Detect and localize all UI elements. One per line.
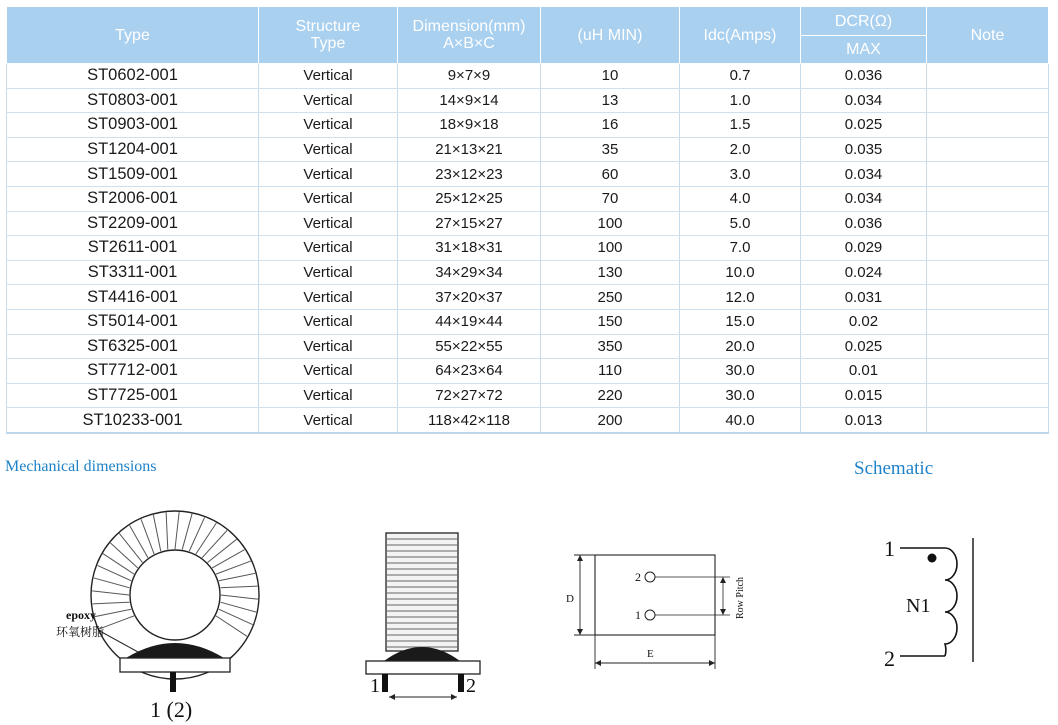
cell-type: ST2611-001: [7, 236, 259, 261]
cell-dimension: 34×29×34: [398, 260, 541, 285]
cell-structure: Vertical: [259, 186, 398, 211]
cell-structure: Vertical: [259, 383, 398, 408]
cell-idc: 15.0: [680, 309, 801, 334]
winding-turn: [110, 543, 137, 568]
cell-note: [927, 113, 1049, 138]
cell-type: ST4416-001: [7, 285, 259, 310]
cell-uh: 70: [541, 186, 680, 211]
epoxy-label-cn: 环氧树脂: [56, 625, 105, 639]
winding-turn: [92, 591, 129, 595]
cell-type: ST1509-001: [7, 162, 259, 187]
side-pin-right-label: 2: [466, 675, 476, 697]
cell-note: [927, 408, 1049, 433]
footprint-pin-2: [645, 572, 655, 582]
col-header-structure-line2: Type: [310, 35, 346, 52]
polarity-dot: [928, 554, 937, 563]
table-row: [7, 162, 1049, 187]
winding-turn: [94, 578, 130, 588]
cell-idc: 20.0: [680, 334, 801, 359]
winding-turn: [208, 539, 237, 562]
cell-note: [927, 334, 1049, 359]
toroid-drawing: [40, 490, 300, 720]
cell-idc: 3.0: [680, 162, 801, 187]
winding-turn: [202, 530, 227, 557]
schematic-pin-1-label: 1: [884, 536, 895, 561]
side-view-drawing: [362, 525, 502, 725]
cell-type: ST2006-001: [7, 186, 259, 211]
table-body: [7, 64, 1049, 433]
toroid-pin-label: 1 (2): [150, 697, 193, 722]
cell-dimension: 55×22×55: [398, 334, 541, 359]
winding-turn: [95, 609, 131, 616]
cell-dimension: 18×9×18: [398, 113, 541, 138]
cell-note: [927, 260, 1049, 285]
cell-structure: Vertical: [259, 162, 398, 187]
winding-turn: [219, 573, 255, 580]
table-row: [7, 334, 1049, 359]
table-row: [7, 236, 1049, 261]
cell-dcr: 0.034: [801, 186, 927, 211]
winding-label: N1: [906, 595, 931, 617]
winding-turn: [153, 515, 160, 551]
table-row: [7, 285, 1049, 310]
cell-note: [927, 211, 1049, 236]
cell-idc: 2.0: [680, 137, 801, 162]
table-row: [7, 260, 1049, 285]
footprint-drawing: [560, 545, 746, 675]
cell-type: ST7712-001: [7, 359, 259, 384]
table-row: [7, 211, 1049, 236]
cell-note: [927, 64, 1049, 89]
winding-turn: [220, 586, 257, 588]
col-header-dimension: [398, 7, 541, 64]
schematic-drawing: [880, 528, 1000, 678]
cell-uh: 150: [541, 309, 680, 334]
cell-note: [927, 186, 1049, 211]
footprint-pin-1-label: 1: [635, 608, 641, 622]
winding-turn: [182, 514, 192, 550]
cell-dcr: 0.024: [801, 260, 927, 285]
cell-uh: 220: [541, 383, 680, 408]
footprint-outline: [595, 555, 715, 635]
cell-idc: 12.0: [680, 285, 801, 310]
cell-uh: 110: [541, 359, 680, 384]
cell-dcr: 0.029: [801, 236, 927, 261]
pitch-arrow-bottom: [720, 609, 726, 615]
toroid-pin: [170, 672, 176, 692]
cell-uh: 200: [541, 408, 680, 433]
row-pitch-label: Row Pitch: [735, 577, 746, 619]
winding-turn: [97, 565, 131, 580]
cell-idc: 10.0: [680, 260, 801, 285]
table-row: [7, 359, 1049, 384]
cell-dcr: 0.035: [801, 137, 927, 162]
cell-note: [927, 162, 1049, 187]
cell-uh: 10: [541, 64, 680, 89]
base-plate: [120, 658, 230, 672]
winding-turn: [189, 517, 204, 551]
winding-turn: [119, 533, 142, 562]
cell-note: [927, 309, 1049, 334]
cell-dimension: 23×12×23: [398, 162, 541, 187]
cell-type: ST5014-001: [7, 309, 259, 334]
cell-type: ST6325-001: [7, 334, 259, 359]
cell-dcr: 0.015: [801, 383, 927, 408]
table-row: [7, 186, 1049, 211]
dim-d-label: D: [566, 593, 574, 605]
cell-structure: Vertical: [259, 359, 398, 384]
cell-idc: 4.0: [680, 186, 801, 211]
side-pin-left: [382, 674, 388, 692]
mechanical-dimensions-title: Mechanical dimensions: [5, 458, 157, 475]
epoxy-base: [126, 643, 224, 658]
cell-note: [927, 285, 1049, 310]
cell-dcr: 0.02: [801, 309, 927, 334]
cell-structure: Vertical: [259, 113, 398, 138]
cell-type: ST0602-001: [7, 64, 259, 89]
footprint-pin-2-label: 2: [635, 570, 641, 584]
cell-dcr: 0.034: [801, 88, 927, 113]
dim-e-label: E: [647, 648, 654, 660]
cell-dimension: 37×20×37: [398, 285, 541, 310]
winding-turn: [99, 616, 134, 629]
spec-table: [6, 6, 1049, 434]
col-header-dcr-max: MAX: [801, 36, 927, 64]
cell-dcr: 0.034: [801, 162, 927, 187]
cell-dcr: 0.031: [801, 285, 927, 310]
cell-type: ST10233-001: [7, 408, 259, 433]
table-row: [7, 383, 1049, 408]
col-header-structure: [259, 7, 398, 64]
table-row: [7, 64, 1049, 89]
cell-idc: 1.0: [680, 88, 801, 113]
side-pin-right: [458, 674, 464, 692]
header-row: [7, 7, 1049, 36]
footprint-pin-1: [645, 610, 655, 620]
table-row: [7, 309, 1049, 334]
cell-structure: Vertical: [259, 260, 398, 285]
col-header-dimension-line1: Dimension(mm): [412, 18, 526, 35]
winding-turn: [219, 609, 253, 624]
col-header-uh: (uH MIN): [541, 7, 680, 64]
cell-dcr: 0.036: [801, 211, 927, 236]
cell-idc: 0.7: [680, 64, 801, 89]
side-pin-left-label: 1: [370, 675, 380, 697]
cell-structure: Vertical: [259, 285, 398, 310]
cell-uh: 35: [541, 137, 680, 162]
cell-structure: Vertical: [259, 309, 398, 334]
side-base-plate: [366, 661, 480, 674]
cell-dimension: 31×18×31: [398, 236, 541, 261]
dim-d-arrow-bottom: [577, 629, 583, 635]
table-row: [7, 88, 1049, 113]
winding-turn: [216, 616, 247, 636]
cell-dimension: 44×19×44: [398, 309, 541, 334]
cell-dimension: 72×27×72: [398, 383, 541, 408]
cell-uh: 130: [541, 260, 680, 285]
schematic-pin-2-label: 2: [884, 646, 895, 671]
cell-dimension: 9×7×9: [398, 64, 541, 89]
cell-type: ST0903-001: [7, 113, 259, 138]
cell-uh: 16: [541, 113, 680, 138]
winding-turn: [92, 602, 129, 604]
cell-idc: 30.0: [680, 383, 801, 408]
cell-idc: 1.5: [680, 113, 801, 138]
table-row: [7, 137, 1049, 162]
col-header-type: Type: [7, 7, 259, 64]
cell-dimension: 27×15×27: [398, 211, 541, 236]
cell-uh: 100: [541, 236, 680, 261]
cell-idc: 7.0: [680, 236, 801, 261]
schematic-title: Schematic: [854, 458, 934, 479]
col-header-dimension-line2: A×B×C: [443, 35, 495, 52]
cell-uh: 350: [541, 334, 680, 359]
cell-dimension: 14×9×14: [398, 88, 541, 113]
cell-type: ST0803-001: [7, 88, 259, 113]
col-header-note: Note: [927, 7, 1049, 64]
cell-dimension: 21×13×21: [398, 137, 541, 162]
cell-note: [927, 383, 1049, 408]
winding-turn: [103, 554, 134, 574]
cell-structure: Vertical: [259, 334, 398, 359]
dim-d-arrow-top: [577, 555, 583, 561]
cell-type: ST7725-001: [7, 383, 259, 408]
cell-dcr: 0.036: [801, 64, 927, 89]
cell-uh: 60: [541, 162, 680, 187]
winding-turn: [196, 523, 216, 554]
winding-turn: [166, 512, 168, 549]
table-row: [7, 113, 1049, 138]
cell-dimension: 25×12×25: [398, 186, 541, 211]
cell-dcr: 0.01: [801, 359, 927, 384]
cell-structure: Vertical: [259, 88, 398, 113]
pin-spacing-arrow-left: [389, 694, 395, 700]
cell-type: ST3311-001: [7, 260, 259, 285]
winding-turn: [175, 512, 179, 549]
winding-turn: [220, 602, 256, 612]
cell-dimension: 118×42×118: [398, 408, 541, 433]
dim-e-arrow-left: [595, 660, 601, 666]
toroid-inner-edge: [130, 550, 220, 640]
pitch-arrow-top: [720, 577, 726, 583]
cell-structure: Vertical: [259, 408, 398, 433]
cell-note: [927, 137, 1049, 162]
table-row: [7, 408, 1049, 433]
cell-uh: 250: [541, 285, 680, 310]
cell-structure: Vertical: [259, 211, 398, 236]
schematic-coil: [945, 548, 957, 656]
epoxy-label: epoxy: [66, 608, 96, 622]
cell-structure: Vertical: [259, 137, 398, 162]
cell-idc: 5.0: [680, 211, 801, 236]
col-header-structure-line1: Structure: [295, 18, 361, 35]
cell-structure: Vertical: [259, 64, 398, 89]
cell-type: ST2209-001: [7, 211, 259, 236]
cell-uh: 100: [541, 211, 680, 236]
cell-structure: Vertical: [259, 236, 398, 261]
cell-dimension: 64×23×64: [398, 359, 541, 384]
dim-e-arrow-right: [709, 660, 715, 666]
cell-idc: 40.0: [680, 408, 801, 433]
col-header-dcr: DCR(Ω): [801, 7, 927, 36]
cell-note: [927, 236, 1049, 261]
cell-note: [927, 359, 1049, 384]
cell-dcr: 0.013: [801, 408, 927, 433]
cell-idc: 30.0: [680, 359, 801, 384]
cell-dcr: 0.025: [801, 334, 927, 359]
cell-dcr: 0.025: [801, 113, 927, 138]
cell-uh: 13: [541, 88, 680, 113]
pin-spacing-arrow-right: [451, 694, 457, 700]
cell-type: ST1204-001: [7, 137, 259, 162]
col-header-idc: Idc(Amps): [680, 7, 801, 64]
cell-note: [927, 88, 1049, 113]
winding-turn: [221, 595, 258, 599]
